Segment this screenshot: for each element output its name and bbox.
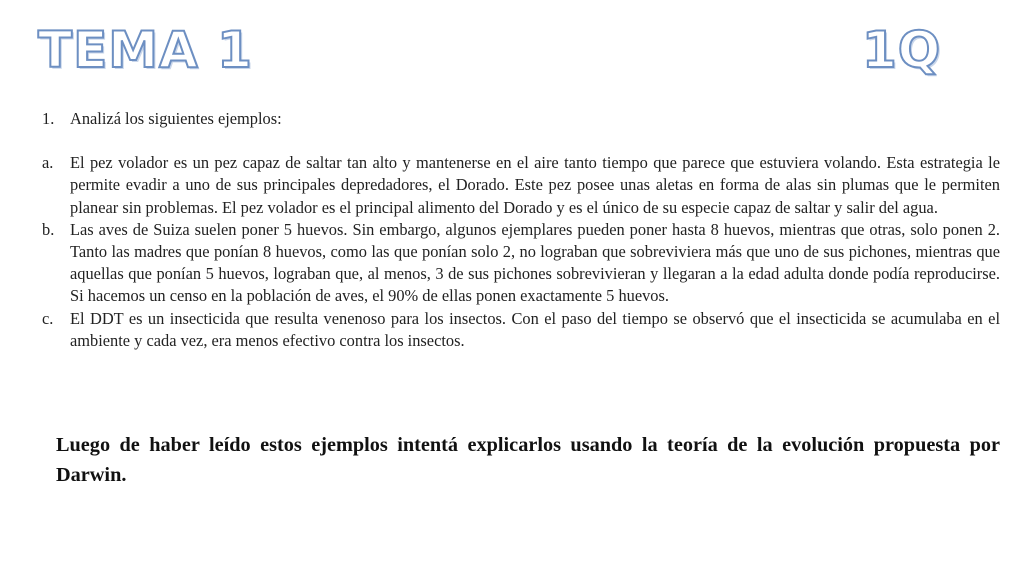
example-text: Las aves de Suiza suelen poner 5 huevos. Sin embargo, algunos ejemplares pueden poner hasta 8 huevos, mientras que otras, solo ponen 2. Tanto las madres que ponían 8 huevos, como las que ponían solo 2, no lograban que sobreviviera más que uno de sus pichones, mientras que aquellas que ponían 5 huevos, lograban que, al menos, 3 de sus pichones sobrevivieran y llegaran a la edad adulta donde podía reproducirse. Si hacemos un censo en la población de aves, el 90% de ellas ponen exactamente 5 huevos. (70, 219, 1000, 306)
example-marker: c. (42, 308, 54, 328)
slide-code: 1Q (862, 21, 942, 79)
task-text: Analizá los siguientes ejemplos: (70, 109, 282, 128)
example-item-b (42, 219, 1000, 308)
example-item-a (42, 152, 1000, 219)
question-prompt: Luego de haber leído estos ejemplos intentá explicarlos usando la teoría de la evolución propuesta por Darwin. (56, 434, 1000, 486)
spacer (42, 130, 1000, 152)
example-marker: b. (42, 219, 55, 239)
exercise-content (42, 108, 1000, 352)
example-marker: a. (42, 153, 54, 173)
example-text: El pez volador es un pez capaz de saltar tan alto y mantenerse en el aire tanto tiempo que parece que estuviera volando. Esta estrategia le permite evadir a uno de sus principales depredadores, el Dorado. Este pez posee unas aletas en forma de alas sin plumas que le permiten planear sin problemas. El pez volador es el principal alimento del Dorado y es el único de su especie capaz de saltar y salir del agua. (70, 153, 1000, 217)
task-instruction (42, 108, 1000, 130)
example-item-c (42, 308, 1000, 352)
slide-title: TEMA 1 (38, 21, 253, 79)
task-number: 1. (42, 109, 55, 128)
example-text: El DDT es un insecticida que resulta venenoso para los insectos. Con el paso del tiempo se observó que el insecticida se acumulaba en el ambiente y cada vez, era menos efectivo contra los insectos. (70, 308, 1000, 350)
